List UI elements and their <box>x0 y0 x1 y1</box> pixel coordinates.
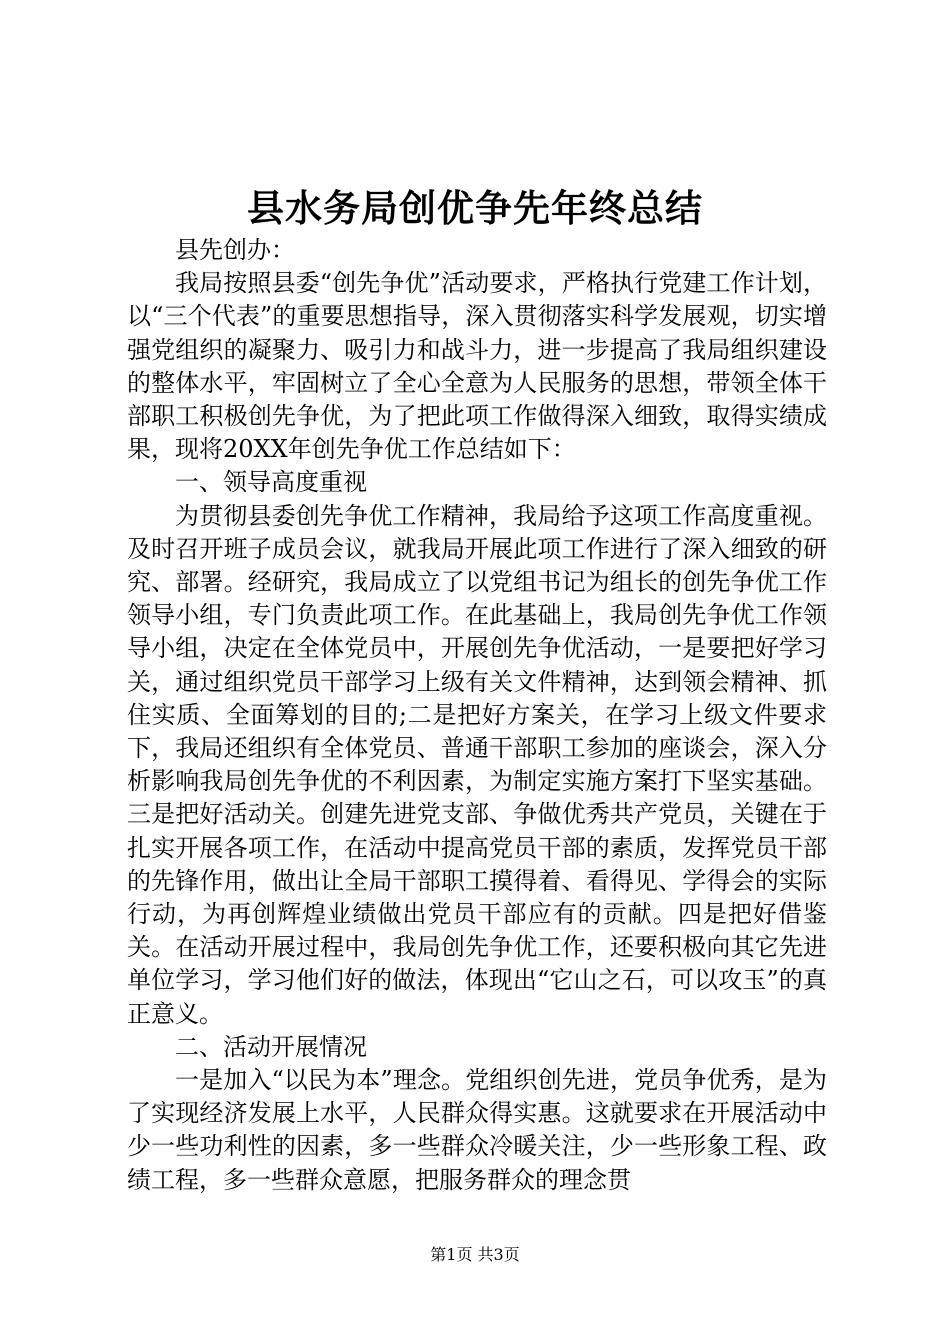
paragraph-section-1: 为贯彻县委创先争优工作精神，我局给予这项工作高度重视。及时召开班子成员会议，就我局开展此项工作进行了深入细致的研究、部署。经研究，我局成立了以党组书记为组长的创先争优工作领导小组，专门负责此项工作。在此基础上，我局创先争优工作领导小组，决定在全体党员中，开展创先争优活动，一是要把好学习关，通过组织党员干部学习上级有关文件精神，达到领会精神、抓住实质、全面筹划的目的;二是把好方案关，在学习上级文件要求下，我局还组织有全体党员、普通干部职工参加的座谈会，深入分析影响我局创先争优的不利因素，为制定实施方案打下坚实基础。三是把好活动关。创建先进党支部、争做优秀共产党员，关键在于扎实开展各项工作，在活动中提高党员干部的素质，发挥党员干部的先锋作用，做出让全局干部职工摸得着、看得见、学得会的实际行动，为再创辉煌业绩做出党员干部应有的贡献。四是把好借鉴关。在活动开展过程中，我局创先争优工作，还要积极向其它先进单位学习，学习他们好的做法，体现出“它山之石，可以攻玉”的真正意义。 <box>127 501 827 1028</box>
paragraph-intro: 我局按照县委“创先争优”活动要求，严格执行党建工作计划，以“三个代表”的重要思想指导，深入贯彻落实科学发展观，切实增强党组织的凝聚力、吸引力和战斗力，进一步提高了我局组织建设的整体水平，牢固树立了全心全意为人民服务的思想，带领全体干部职工积极创先争优，为了把此项工作做得深入细致，取得实绩成果，现将20XX年创先争优工作总结如下： <box>127 269 827 464</box>
salutation: 县先创办： <box>175 236 295 264</box>
document-body <box>127 234 827 1197</box>
paragraph-section-2: 一是加入“以民为本”理念。党组织创先进，党员争优秀，是为了实现经济发展上水平，人民群众得实惠。这就要求在开展活动中少一些功利性的因素，多一些群众冷暖关注，少一些形象工程、政绩工程，多一些群众意愿，把服务群众的理念贯 <box>127 1066 827 1194</box>
section-heading-2: 二、活动开展情况 <box>175 1032 367 1061</box>
page-footer: 第1页 共3页 <box>430 1245 520 1264</box>
section-heading-1: 一、领导高度重视 <box>175 468 367 497</box>
document-title: 县水务局创优争先年终总结 <box>247 186 703 230</box>
